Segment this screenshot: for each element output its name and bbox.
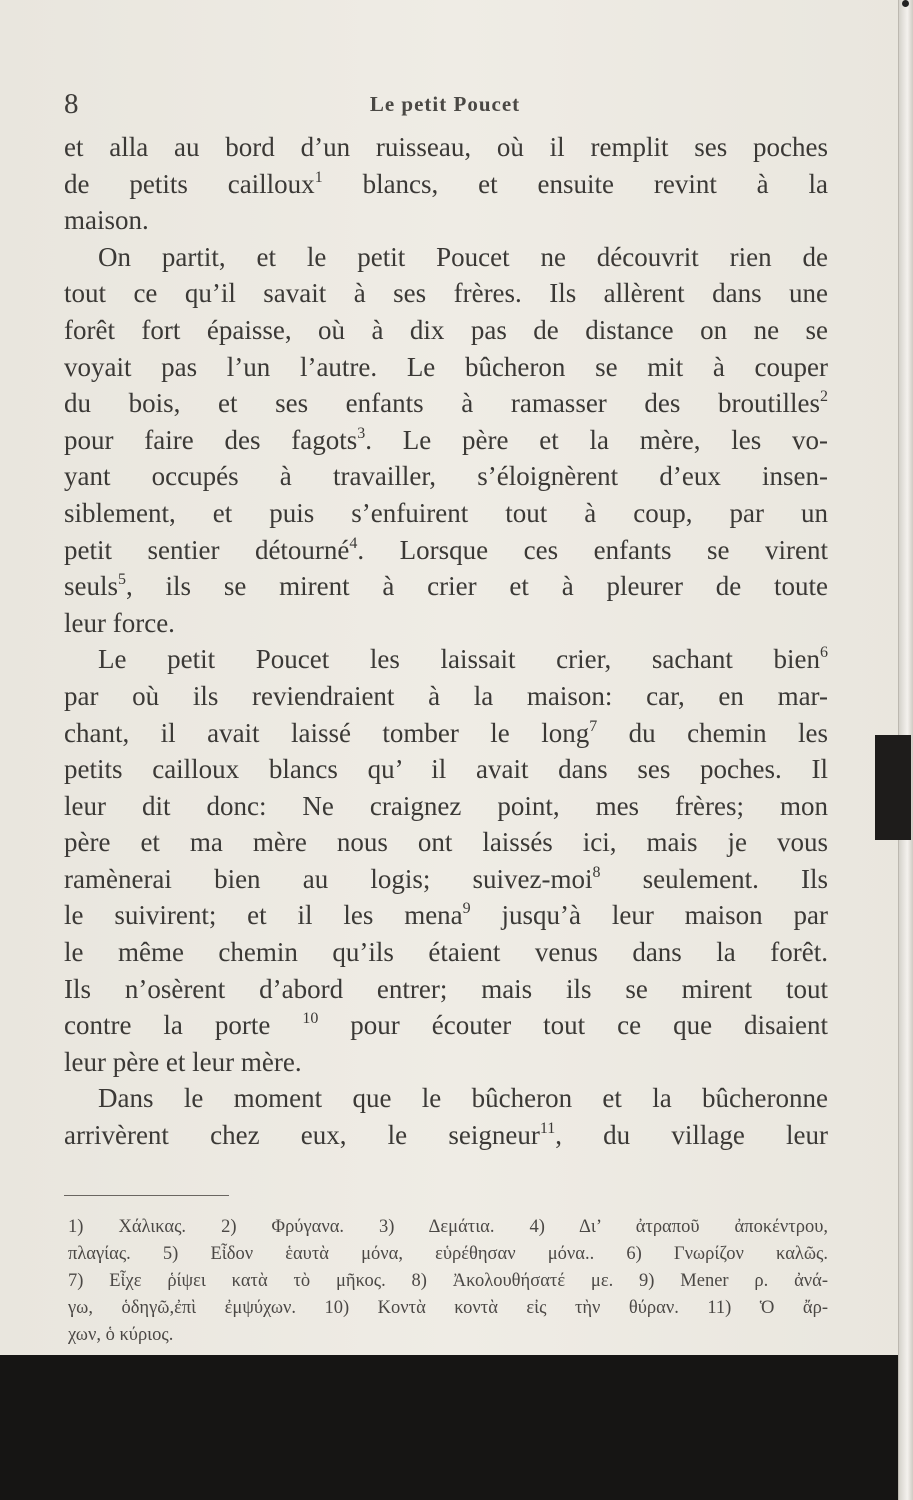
text-line: leur dit donc: Ne craignez point, mes frères; mon: [64, 790, 828, 821]
footnote-ref: 10: [302, 1010, 319, 1028]
footnote-rule: [64, 1195, 229, 1196]
footnote-line: 1) Χάλικας. 2) Φρύγανα. 3) Δεμάτια. 4) Δι’ ἀτραποῦ ἀποκέντρου,: [68, 1217, 828, 1237]
text-line: Le petit Poucet les laissait crier, sachant bien$^6$: [98, 644, 828, 675]
footnote-ref: 2: [820, 388, 828, 406]
footnote-line: χων, ὁ κύριος.: [68, 1325, 174, 1345]
text-line: par où ils reviendraient à la maison: car, en mar-: [64, 680, 828, 711]
text-line: Dans le moment que le bûcheron et la bûcheronne: [98, 1083, 828, 1114]
text-line: et alla au bord d’un ruisseau, où il remplit ses poches: [64, 132, 828, 162]
text-line: contre la porte $^{10}$ pour écouter tout ce que disaient: [64, 1010, 828, 1041]
footnote-line: γω, ὁδηγῶ,ἐπὶ ἐμψύχων. 10) Κοντὰ κοντὰ εἰς τὴν θύραν. 11) Ὁ ἄρ-: [68, 1298, 828, 1318]
scan-dark-margin: [0, 1355, 913, 1500]
page-header: [64, 88, 826, 124]
running-title: Le petit Poucet: [369, 92, 521, 116]
text-line: le même chemin qu’ils étaient venus dans la forêt.: [64, 937, 828, 968]
text-line: leur force.: [64, 607, 175, 638]
text-line: du bois, et ses enfants à ramasser des broutilles$^2$: [64, 388, 828, 419]
text-line: pour faire des fagots$^3$. Le père et la mère, les vo-: [64, 424, 828, 455]
text-line: leur père et leur mère.: [64, 1046, 302, 1077]
text-line: de petits cailloux$^1$ blancs, et ensuite revint à la: [64, 168, 829, 199]
footnote-line: 7) Εἶχε ῥίψει κατὰ τὸ μῆκος. 8) Ἀκολουθήσατέ με. 9) Mener ρ. ἀνά-: [68, 1271, 828, 1291]
text-line: yant occupés à travailler, s’éloignèrent d’eux insen-: [64, 461, 828, 492]
footnote-ref: 11: [539, 1120, 556, 1138]
text-line: forêt fort épaisse, où à dix pas de distance on ne se: [64, 314, 828, 345]
text-line: siblement, et puis s’enfuirent tout à coup, par un: [64, 497, 828, 528]
text-line: arrivèrent chez eux, le seigneur$^{11}$, du village leur: [64, 1120, 828, 1151]
footnote-ref: 3: [357, 424, 366, 442]
footnote-line: πλαγίας. 5) Εἶδον ἑαυτὰ μόνα, εὑρέθησαν μόνα.. 6) Γνωρίζον καλῶς.: [68, 1244, 828, 1264]
text-line: petits cailloux blancs qu’ il avait dans ses poches. Il: [64, 754, 828, 785]
text-line: voyait pas l’un l’autre. Le bûcheron se mit à couper: [64, 351, 828, 382]
footnote-ref: 1: [314, 168, 323, 186]
text-line: chant, il avait laissé tomber le long$^7$ du chemin les: [64, 717, 828, 748]
footnote-ref: 7: [589, 717, 598, 735]
footnote-ref: 5: [118, 571, 126, 589]
footnote-ref: 9: [462, 900, 471, 918]
text-line: petit sentier détourné$^4$. Lorsque ces enfants se virent: [64, 534, 828, 565]
text-line: le suivirent; et il les mena$^9$ jusqu’à leur maison par: [64, 900, 829, 931]
text-line: Ils n’osèrent d’abord entrer; mais ils se mirent tout: [64, 973, 828, 1004]
main-text: [64, 129, 828, 1154]
text-line: maison.: [64, 205, 149, 236]
footnote-ref: 6: [820, 644, 828, 662]
text-line: seuls$^5$, ils se mirent à crier et à pleurer de toute: [64, 571, 828, 602]
text-line: père et ma mère nous ont laissés ici, mais je vous: [64, 827, 828, 858]
footnote-ref: 4: [349, 534, 358, 552]
page-number: 8: [64, 88, 79, 120]
text-line: ramènerai bien au logis; suivez-moi$^8$ seulement. Ils: [64, 863, 829, 894]
text-line: tout ce qu’il savait à ses frères. Ils allèrent dans une: [64, 278, 828, 309]
text-line: On partit, et le petit Poucet ne découvrit rien de: [98, 241, 828, 272]
scan-dot: [902, 0, 909, 7]
footnote-ref: 8: [592, 863, 601, 881]
page-tab-marker: [875, 735, 911, 840]
footnotes: [68, 1214, 828, 1349]
